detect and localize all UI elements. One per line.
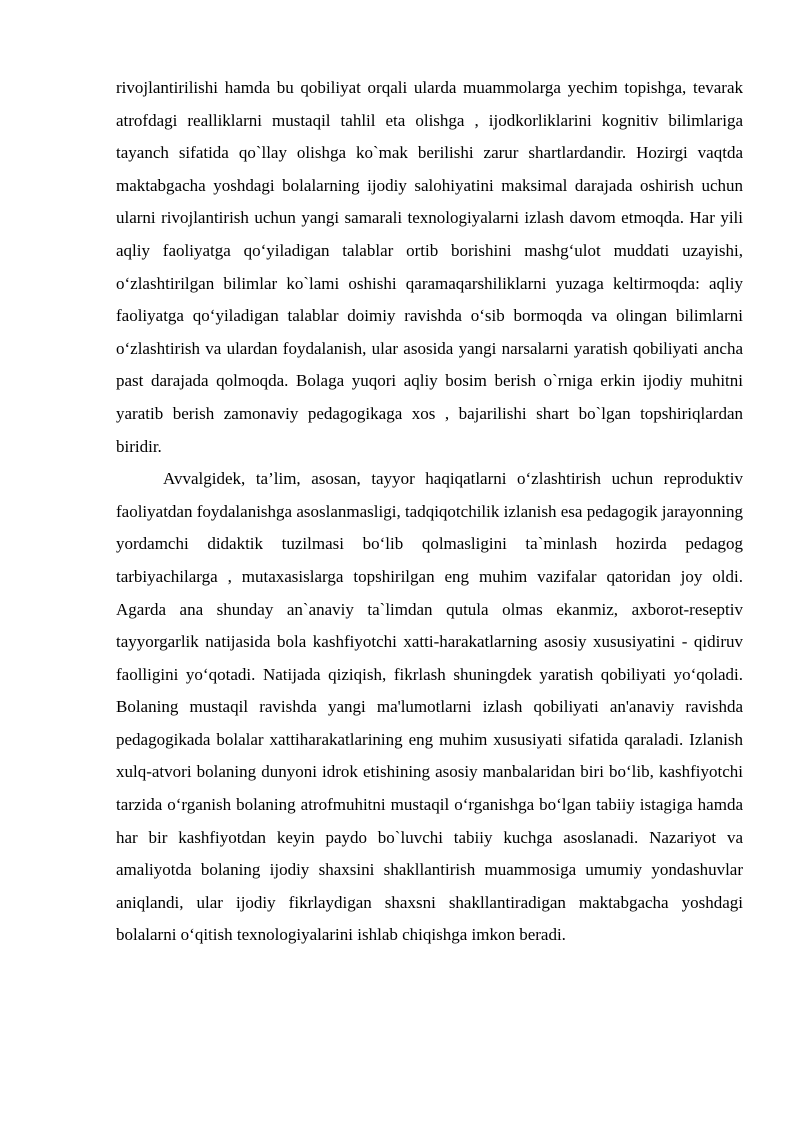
paragraph-continuation: rivojlantirilishi hamda bu qobiliyat orqali ularda muammolarga yechim topishga, tevarak atrofdagi realliklarni mustaqil tahlil eta olishga , ijodkorliklarini kognitiv bilimlariga tayanch sifatida qo`llay olishga ko`mak berilishi zarur shartlardandir. Hozirgi vaqtda maktabgacha yoshdagi bolalarning ijodiy salohiyatini maksimal darajada oshirish uchun ularni rivojlantirish uchun yangi samarali texnologiyalarni izlash davom etmoqda. Har yili aqliy faoliyatga qo‘yiladigan talablar ortib borishini mashg‘ulot muddati uzayishi, o‘zlashtirilgan bilimlar ko`lami oshishi qaramaqarshiliklarni yuzaga keltirmoqda: aqliy faoliyatga qo‘yiladigan talablar doimiy ravishda o‘sib bormoqda va olingan bilimlarni o‘zlashtirish va ulardan foydalanish, ular asosida yangi narsalarni yaratish qobiliyati ancha past darajada qolmoqda. Bolaga yuqori aqliy bosim berish o`rniga erkin ijodiy muhitni yaratib berish zamonaviy pedagogikaga xos , bajarilishi shart bo`lgan topshiriqlardan biridir. [116, 78, 743, 456]
document-page [116, 72, 743, 952]
paragraph-avvalgidek: Avvalgidek, ta’lim, asosan, tayyor haqiqatlarni o‘zlashtirish uchun reproduktiv faoliyatdan foydalanishga asoslanmasligi, tadqiqotchilik izlanish esa pedagogik jarayonning yordamchi didaktik tuzilmasi bo‘lib qolmasligini ta`minlash hozirda pedagog tarbiyachilarga , mutaxasislarga topshirilgan eng muhim vazifalar qatoridan joy oldi. Agarda ana shunday an`anaviy ta`limdan qutula olmas ekanmiz, axborot-reseptiv tayyorgarlik natijasida bola kashfiyotchi xatti-harakatlarning asosiy xususiyatini - qidiruv faolligini yo‘qotadi. Natijada qiziqish, fikrlash shuningdek yaratish qobiliyati yo‘qoladi. Bolaning mustaqil ravishda yangi ma'lumotlarni izlash qobiliyati an'anaviy ravishda pedagogikada bolalar xattiharakatlarining eng muhim xususiyati sifatida qaraladi. Izlanish xulq-atvori bolaning dunyoni idrok etishining asosiy manbalaridan biri bo‘lib, kashfiyotchi tarzida o‘rganish bolaning atrofmuhitni mustaqil o‘rganishga bo‘lgan tabiiy istagiga hamda har bir kashfiyotdan keyin paydo bo`luvchi tabiiy kuchga asoslanadi. Nazariyot va amaliyotda bolaning ijodiy shaxsini shakllantirish muammosiga umumiy yondashuvlar aniqlandi, ular ijodiy fikrlaydigan shaxsni shakllantiradigan maktabgacha yoshdagi bolalarni o‘qitish texnologiyalarini ishlab chiqishga imkon beradi. [116, 469, 743, 945]
